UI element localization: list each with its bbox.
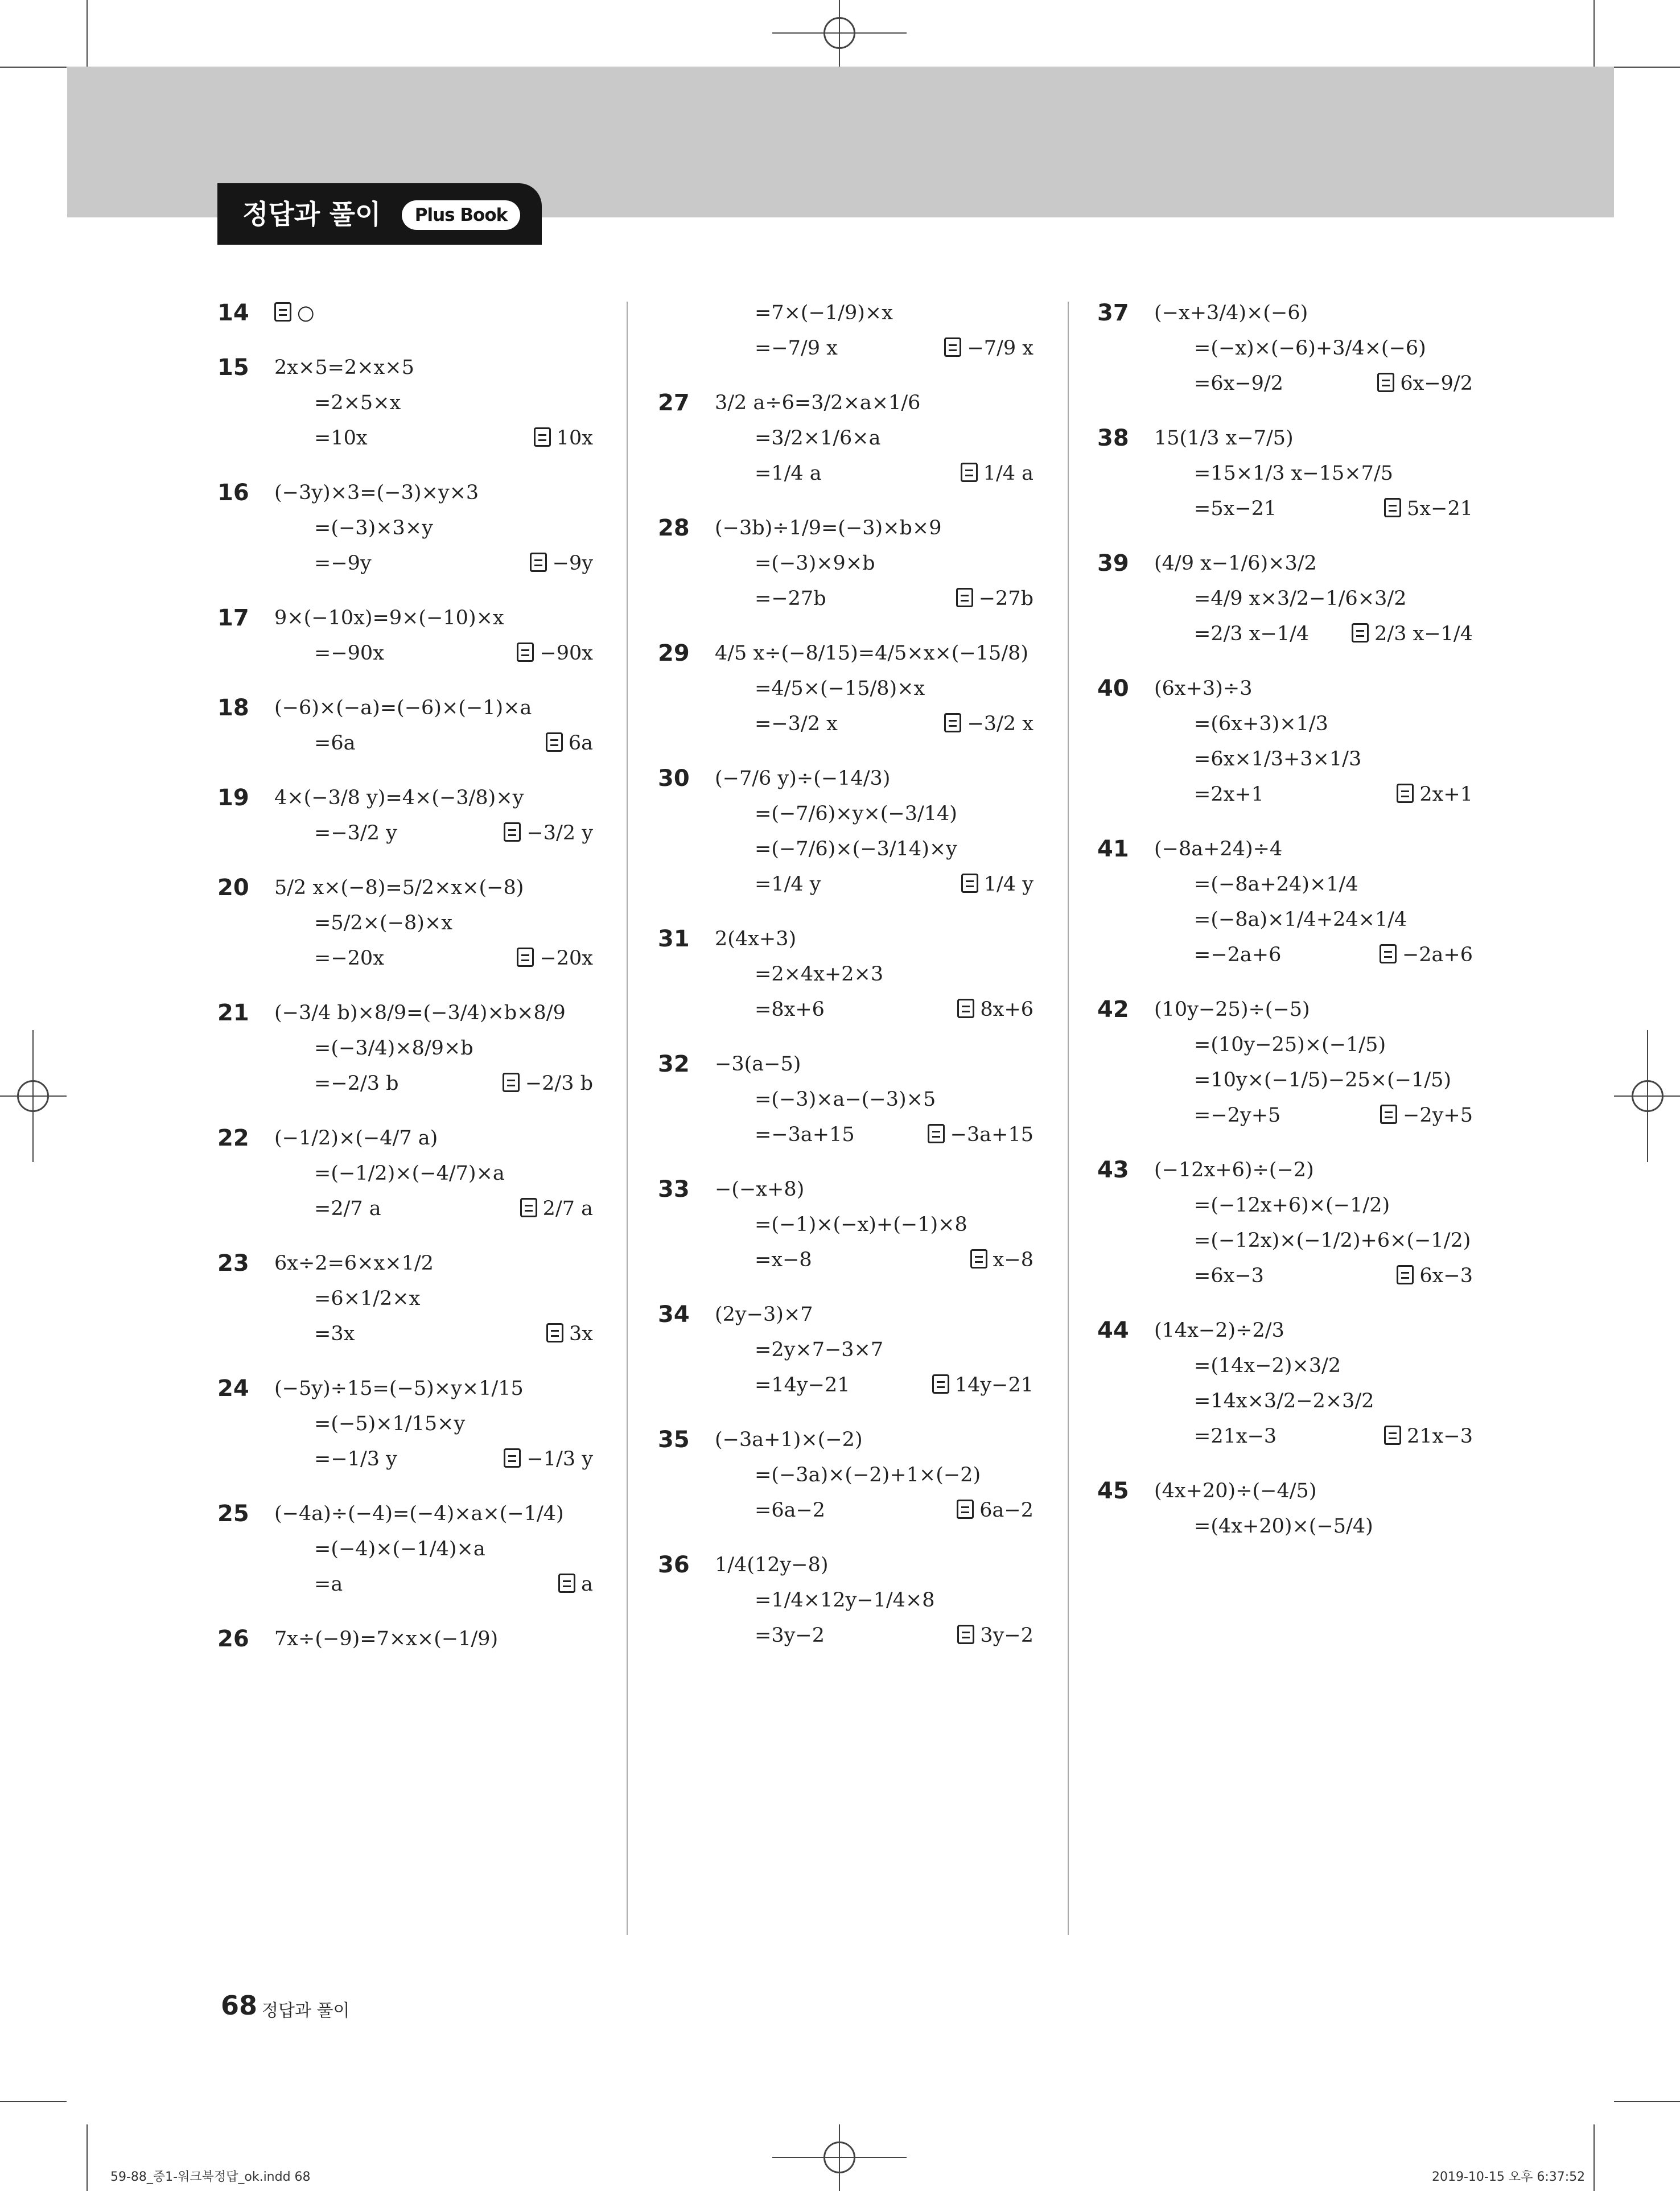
- crop-mark: [0, 2101, 67, 2102]
- solution-line: =10x: [314, 427, 368, 450]
- answer-mark-icon: [928, 1124, 945, 1143]
- solution-line: =3/2×1/6×a: [755, 427, 881, 450]
- answer-value: 3x: [569, 1323, 593, 1345]
- answer: [1352, 617, 1473, 651]
- answer: [520, 1192, 593, 1226]
- footer-label: 정답과 풀이: [262, 2001, 350, 2021]
- crop-mark: [87, 2124, 88, 2191]
- solution-line: =2×4x+2×3: [755, 963, 884, 986]
- solution-line: −3(a−5): [715, 1053, 801, 1076]
- answer-value: a: [581, 1573, 593, 1596]
- answer: [957, 1493, 1033, 1527]
- solution-line: =4/9 x×3/2−1/6×3/2: [1194, 587, 1407, 610]
- answer: [1397, 777, 1473, 812]
- problem-number: 45: [1097, 1478, 1129, 1504]
- registration-mark-icon: [1632, 1080, 1663, 1112]
- answer-value: 6x−3: [1419, 1265, 1473, 1287]
- answer-mark-icon: [530, 553, 547, 572]
- answer-mark-icon: [1397, 1265, 1414, 1284]
- answer: [956, 582, 1033, 616]
- solution-line: −(−x+8): [715, 1178, 805, 1201]
- answer: [961, 867, 1033, 901]
- answer-value: x−8: [993, 1249, 1033, 1271]
- solution-line: =−90x: [314, 642, 384, 665]
- problem-number: 41: [1097, 836, 1129, 862]
- problem-number: 14: [217, 300, 249, 326]
- answer-value: −3/2 x: [967, 713, 1033, 735]
- solution-line: 4/5 x÷(−8/15)=4/5×x×(−15/8): [715, 642, 1029, 665]
- solution-line: =(−7/6)×(−3/14)×y: [755, 838, 957, 860]
- solution-line: 9×(−10x)=9×(−10)×x: [274, 607, 504, 629]
- problem-number: 38: [1097, 425, 1129, 451]
- answer-mark-icon: [956, 588, 973, 607]
- problem-number: 24: [217, 1375, 249, 1402]
- answer-mark-icon: [517, 948, 534, 967]
- answer-value: 21x−3: [1407, 1425, 1473, 1448]
- solution-line: (−x+3/4)×(−6): [1154, 302, 1308, 324]
- solution-line: =6x−9/2: [1194, 372, 1283, 395]
- solution-line: =−27b: [755, 587, 826, 610]
- answer: [546, 1317, 593, 1351]
- answer: [944, 331, 1033, 365]
- solution-line: =(−3a)×(−2)+1×(−2): [755, 1464, 981, 1486]
- problem-number: 22: [217, 1125, 249, 1151]
- solution-line: =1/4×12y−1/4×8: [755, 1589, 935, 1612]
- answer-mark-icon: [1397, 784, 1414, 803]
- answer: [1380, 1098, 1473, 1132]
- crop-mark: [1614, 67, 1680, 68]
- solution-line: =2×5×x: [314, 392, 401, 414]
- solution-line: =14x×3/2−2×3/2: [1194, 1390, 1374, 1412]
- crop-mark: [1593, 2124, 1595, 2191]
- solution-line: (−3a+1)×(−2): [715, 1428, 863, 1451]
- solution-line: 2x×5=2×x×5: [274, 356, 414, 379]
- answer-mark-icon: [1380, 944, 1397, 963]
- problem-number: 31: [658, 926, 690, 952]
- solution-line: (6x+3)÷3: [1154, 677, 1253, 700]
- problem-number: 27: [658, 390, 690, 416]
- problem-number: 30: [658, 765, 690, 792]
- solution-line: (−5y)÷15=(−5)×y×1/15: [274, 1377, 524, 1400]
- solution-line: =(−8a+24)×1/4: [1194, 873, 1358, 896]
- problem-number: 33: [658, 1176, 690, 1202]
- problem-number: 21: [217, 1000, 249, 1026]
- solution-line: =−20x: [314, 947, 384, 970]
- answer-value: −9y: [552, 552, 593, 575]
- answer-mark-icon: [1377, 373, 1394, 392]
- problem-number: 42: [1097, 996, 1129, 1023]
- answer-mark-icon: [957, 1625, 974, 1644]
- solution-line: (2y−3)×7: [715, 1303, 813, 1326]
- solution-line: =7×(−1/9)×x: [755, 302, 893, 324]
- answer-value: −90x: [540, 642, 593, 665]
- problem-number: 23: [217, 1250, 249, 1276]
- problem-number: 18: [217, 695, 249, 721]
- problem-number: 37: [1097, 300, 1129, 326]
- answer-value: 2x+1: [1419, 783, 1473, 806]
- answer-value: −3/2 y: [526, 822, 593, 845]
- solution-line: (−4a)÷(−4)=(−4)×a×(−1/4): [274, 1502, 564, 1525]
- answer-mark-icon: [546, 732, 563, 752]
- solution-line: 15(1/3 x−7/5): [1154, 427, 1294, 450]
- answer-value: 3y−2: [980, 1624, 1033, 1647]
- answer-mark-icon: [957, 999, 974, 1018]
- solution-line: (14x−2)÷2/3: [1154, 1319, 1284, 1342]
- registration-mark-icon: [823, 2141, 855, 2173]
- problem-number: 32: [658, 1051, 690, 1077]
- answer-column-1: [217, 296, 627, 1946]
- answer-mark-icon: [1380, 1105, 1397, 1124]
- page-number: 68: [221, 1990, 258, 2021]
- solution-line: (−3y)×3=(−3)×y×3: [274, 481, 479, 504]
- problem-number: 43: [1097, 1157, 1129, 1183]
- solution-line: 2(4x+3): [715, 928, 797, 950]
- answer: [534, 421, 593, 455]
- problem-number: 26: [217, 1626, 249, 1652]
- solution-line: =a: [314, 1573, 343, 1596]
- answer-value: −20x: [540, 947, 593, 970]
- solution-line: =(−3)×9×b: [755, 552, 875, 575]
- crop-mark: [1593, 0, 1595, 67]
- answer-value: 6x−9/2: [1400, 372, 1473, 395]
- registration-mark-icon: [823, 17, 855, 49]
- solution-line: =(6x+3)×1/3: [1194, 713, 1328, 735]
- solution-line: =4/5×(−15/8)×x: [755, 677, 925, 700]
- solution-line: =6a: [314, 732, 356, 755]
- solution-line: (−8a+24)÷4: [1154, 838, 1283, 860]
- solution-line: (−12x+6)÷(−2): [1154, 1159, 1314, 1181]
- solution-line: =−2a+6: [1194, 944, 1282, 966]
- solution-line: =(−8a)×1/4+24×1/4: [1194, 908, 1407, 931]
- answer-mark-icon: [961, 874, 978, 893]
- answer-mark-icon: [932, 1374, 949, 1394]
- solution-line: =−7/9 x: [755, 337, 838, 360]
- answer-value: ○: [297, 302, 315, 324]
- solution-line: =2x+1: [1194, 783, 1264, 806]
- solution-line: 6x÷2=6×x×1/2: [274, 1252, 434, 1275]
- solution-line: =2/3 x−1/4: [1194, 623, 1310, 645]
- answer-mark-icon: [504, 822, 521, 842]
- solution-line: 1/4(12y−8): [715, 1554, 829, 1576]
- solution-line: (−3b)÷1/9=(−3)×b×9: [715, 517, 942, 539]
- solution-line: =(−3)×3×y: [314, 517, 433, 539]
- solution-line: =(−3/4)×8/9×b: [314, 1037, 473, 1060]
- answer-value: −2y+5: [1403, 1104, 1473, 1127]
- solution-line: =(−1)×(−x)+(−1)×8: [755, 1213, 967, 1236]
- answer-value: −2a+6: [1402, 944, 1473, 966]
- answer: [944, 707, 1033, 741]
- slug-file: 59-88_중1-워크북정답_ok.indd 68: [110, 2170, 311, 2184]
- solution-line: =3y−2: [755, 1624, 825, 1647]
- solution-line: 3/2 a÷6=3/2×a×1/6: [715, 392, 921, 414]
- answer-value: 1/4 y: [983, 873, 1033, 896]
- solution-line: (−1/2)×(−4/7 a): [274, 1127, 438, 1150]
- solution-line: (−7/6 y)÷(−14/3): [715, 767, 891, 790]
- solution-line: =(−12x)×(−1/2)+6×(−1/2): [1194, 1229, 1471, 1252]
- solution-line: =−2/3 b: [314, 1072, 399, 1095]
- answer-mark-icon: [520, 1198, 537, 1217]
- answer-mark-icon: [961, 463, 978, 482]
- solution-line: =−3/2 y: [314, 822, 397, 845]
- solution-line: (10y−25)÷(−5): [1154, 998, 1310, 1021]
- problem-number: 17: [217, 605, 249, 631]
- solution-line: =−2y+5: [1194, 1104, 1281, 1127]
- solution-line: =5x−21: [1194, 497, 1277, 520]
- answer-mark-icon: [517, 643, 534, 662]
- solution-line: =(14x−2)×3/2: [1194, 1354, 1341, 1377]
- answer-mark-icon: [1384, 1426, 1401, 1445]
- answer: [1380, 938, 1473, 972]
- answer: [503, 1066, 593, 1101]
- answer: [928, 1118, 1033, 1152]
- solution-line: 7x÷(−9)=7×x×(−1/9): [274, 1628, 499, 1650]
- problem-number: 44: [1097, 1317, 1129, 1344]
- solution-line: =(−x)×(−6)+3/4×(−6): [1194, 337, 1426, 360]
- solution-line: =(10y−25)×(−1/5): [1194, 1033, 1386, 1056]
- plus-book-badge: Plus Book: [402, 200, 520, 230]
- solution-line: =2y×7−3×7: [755, 1339, 884, 1361]
- header-title: 정답과 풀이: [242, 199, 381, 230]
- answer-value: 2/7 a: [542, 1197, 593, 1220]
- answer: [1384, 1419, 1473, 1453]
- solution-line: =3x: [314, 1323, 355, 1345]
- answer-mark-icon: [558, 1574, 575, 1593]
- solution-line: =−3/2 x: [755, 713, 838, 735]
- answer: [932, 1368, 1033, 1402]
- problem-number: 19: [217, 785, 249, 811]
- answer-column-2: [658, 296, 1068, 1946]
- solution-line: =6x−3: [1194, 1265, 1264, 1287]
- solution-line: =1/4 y: [755, 873, 821, 896]
- solution-line: (−3/4 b)×8/9=(−3/4)×b×8/9: [274, 1002, 566, 1024]
- answer-mark-icon: [503, 1073, 520, 1092]
- problem-number: 16: [217, 480, 249, 506]
- slug-timestamp: 2019-10-15 오후 6:37:52: [1432, 2170, 1586, 2184]
- answer: [517, 941, 593, 975]
- answer-value: 10x: [556, 427, 593, 450]
- problem-number: 29: [658, 640, 690, 666]
- crop-mark: [87, 0, 88, 67]
- solution-line: 4×(−3/8 y)=4×(−3/8)×y: [274, 786, 524, 809]
- crop-mark: [0, 67, 67, 68]
- answer: [961, 456, 1033, 491]
- answer: [546, 726, 593, 760]
- answer-value: 6a: [568, 732, 593, 755]
- solution-line: =6a−2: [755, 1499, 826, 1522]
- solution-line: =5/2×(−8)×x: [314, 912, 452, 934]
- solution-line: =−9y: [314, 552, 372, 575]
- answer: [558, 1567, 593, 1601]
- answer: [957, 992, 1033, 1027]
- solution-line: =−3a+15: [755, 1123, 855, 1146]
- solution-line: =21x−3: [1194, 1425, 1277, 1448]
- answer-value: 8x+6: [980, 998, 1033, 1021]
- answer-value: −27b: [978, 587, 1033, 610]
- solution-line: =x−8: [755, 1249, 812, 1271]
- answer-mark-icon: [546, 1323, 563, 1342]
- answer-column-3: [1097, 296, 1507, 1946]
- solution-line: =(−7/6)×y×(−3/14): [755, 802, 957, 825]
- answer: [1377, 366, 1473, 401]
- answer-mark-icon: [944, 713, 961, 732]
- solution-line: =6x×1/3+3×1/3: [1194, 748, 1362, 771]
- solution-line: (−6)×(−a)=(−6)×(−1)×a: [274, 697, 532, 719]
- answer: [504, 816, 593, 850]
- answer-value: −7/9 x: [967, 337, 1033, 360]
- solution-line: =−1/3 y: [314, 1448, 397, 1471]
- problem-number: 35: [658, 1427, 690, 1453]
- problem-number: 34: [658, 1302, 690, 1328]
- solution-line: =(4x+20)×(−5/4): [1194, 1515, 1373, 1538]
- solution-line: =(−3)×a−(−3)×5: [755, 1088, 936, 1111]
- answer: [957, 1618, 1033, 1653]
- column-divider: [1068, 302, 1069, 1935]
- solution-line: =(−12x+6)×(−1/2): [1194, 1194, 1390, 1217]
- problem-number: 28: [658, 515, 690, 541]
- problem-number: 36: [658, 1552, 690, 1578]
- problem-number: 25: [217, 1501, 249, 1527]
- crop-mark: [1614, 2101, 1680, 2102]
- answer: [970, 1243, 1033, 1277]
- answer-mark-icon: [534, 427, 551, 447]
- problem-number: 20: [217, 875, 249, 901]
- answer-value: −2/3 b: [525, 1072, 593, 1095]
- solution-line: =(−5)×1/15×y: [314, 1412, 466, 1435]
- answer-value: 2/3 x−1/4: [1374, 623, 1473, 645]
- answer: [530, 546, 593, 580]
- answer: [1384, 492, 1473, 526]
- answer-mark-icon: [957, 1500, 974, 1519]
- solution-line: (4x+20)÷(−4/5): [1154, 1480, 1317, 1502]
- solution-line: =15×1/3 x−15×7/5: [1194, 462, 1393, 485]
- solution-line: =10y×(−1/5)−25×(−1/5): [1194, 1069, 1452, 1092]
- answer-mark-icon: [1352, 623, 1369, 643]
- answer: [517, 636, 593, 670]
- solution-line: (4/9 x−1/6)×3/2: [1154, 552, 1317, 575]
- answer-mark-icon: [1384, 498, 1401, 517]
- problem-number: 15: [217, 355, 249, 381]
- solution-line: =1/4 a: [755, 462, 822, 485]
- solution-line: =(−1/2)×(−4/7)×a: [314, 1162, 505, 1185]
- solution-line: =6×1/2×x: [314, 1287, 421, 1310]
- answer-mark-icon: [504, 1448, 521, 1468]
- answer: [1397, 1259, 1473, 1293]
- answer-mark-icon: [944, 337, 961, 357]
- solution-line: 5/2 x×(−8)=5/2×x×(−8): [274, 876, 524, 899]
- answer-value: 5x−21: [1407, 497, 1473, 520]
- answer: [274, 296, 315, 330]
- answer-mark-icon: [274, 302, 291, 322]
- solution-line: =14y−21: [755, 1374, 850, 1397]
- answer-value: 1/4 a: [983, 462, 1033, 485]
- problem-number: 40: [1097, 676, 1129, 702]
- solution-line: =(−4)×(−1/4)×a: [314, 1538, 485, 1560]
- solution-line: =8x+6: [755, 998, 825, 1021]
- problem-number: 39: [1097, 550, 1129, 576]
- answer: [504, 1442, 593, 1476]
- answer-value: −3a+15: [950, 1123, 1033, 1146]
- column-divider: [627, 302, 628, 1935]
- answer-value: 6a−2: [979, 1499, 1033, 1522]
- answer-value: 14y−21: [954, 1374, 1033, 1397]
- registration-mark-icon: [17, 1080, 49, 1112]
- answer-value: −1/3 y: [526, 1448, 593, 1471]
- answer-mark-icon: [970, 1249, 987, 1269]
- solution-line: =2/7 a: [314, 1197, 381, 1220]
